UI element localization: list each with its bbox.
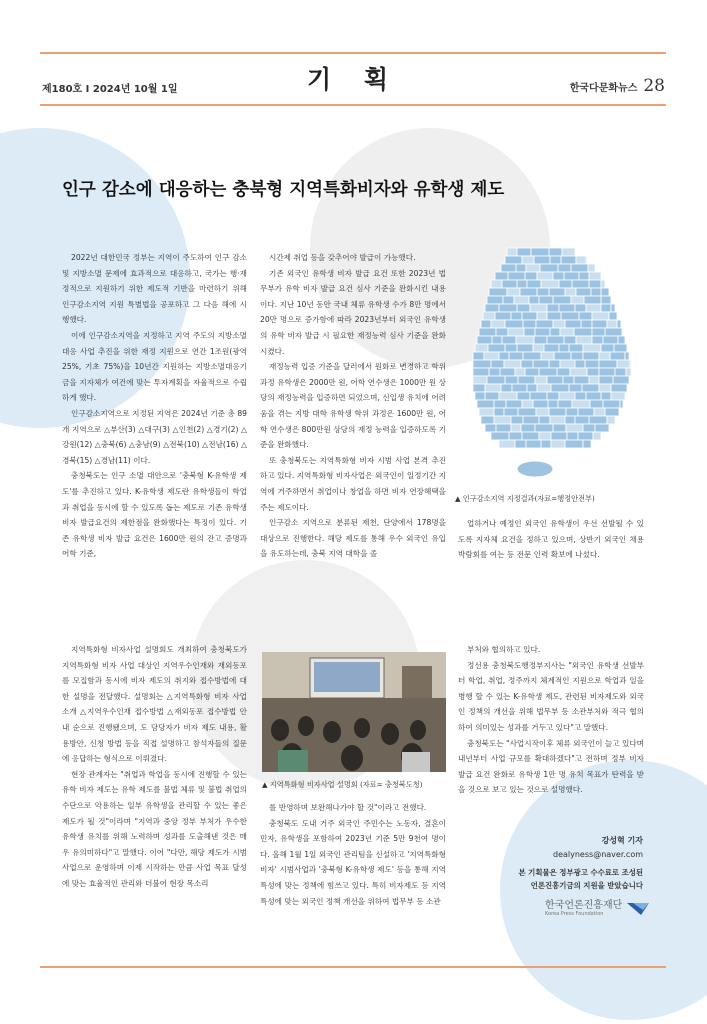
map-district-cell [583, 344, 601, 352]
map-district-cell [593, 432, 601, 440]
map-district-cell [571, 264, 588, 272]
map-district-cell [605, 328, 622, 336]
map-district-cell [505, 256, 522, 264]
logo-name: 한국언론진흥재단 [545, 900, 623, 911]
bottom-rule [40, 966, 666, 968]
map-district-cell [517, 304, 530, 312]
map-district-cell [509, 432, 522, 440]
article-paragraph: 인구감소 지역으로 분류된 제천, 단양에서 178명을 대상으로 진행한다. 해당 제도를 통해 우수 외국인 유입을 유도하는데, 충북 지역 대학을 졸 [260, 518, 446, 559]
map-district-cell [479, 328, 496, 336]
map-district-cell [491, 280, 502, 288]
map-district-cell [611, 304, 615, 312]
article-paragraph: 충청북도는 "사업시작이후 체류 외국인이 늘고 있다며 내년부터 사업 규모를 확대하겠다"고 전하며 정부 비자 발급 요건 완화로 유학생 1만 명 유치 목표가 탄력을 받을 것으로 보고 있는 것으로 설명했다. [458, 738, 644, 795]
map-district-cell [551, 440, 565, 448]
photo-illustration [262, 652, 446, 772]
map-district-cell [576, 256, 586, 264]
map-district-cell [537, 288, 549, 296]
map-district-cell [473, 384, 485, 392]
map-district-cell [520, 288, 537, 296]
publication-info [570, 76, 665, 96]
map-district-cell [489, 368, 500, 376]
map-district-cell [505, 376, 518, 384]
map-district-cell [601, 288, 609, 296]
map-district-cell [583, 440, 591, 448]
map-district-cell [511, 424, 521, 432]
map-district-cell [533, 360, 549, 368]
map-district-cell [550, 328, 560, 336]
map-district-cell [539, 432, 551, 440]
top-rule [40, 52, 666, 54]
map-district-cell [599, 384, 611, 392]
map-district-cell [601, 296, 611, 304]
map-district-cell [551, 384, 569, 392]
map-district-cell [591, 288, 601, 296]
map-district-cell [516, 336, 534, 344]
article-paragraph: 충청북도 도내 거주 외국인 주민수는 노동자, 결혼이민자, 유학생을 포함하여 2023년 기준 5만 9천여 명이다. 올해 1월 1일 외국인 관리팀을 신설하고 '지역특화형 비자' 시범사업과 '충북형 K-유학생 제도' 등을 통해 지역 특성에 맞는 정책에 힘쓰고 있다. 특히 비자제도 등 지역 특성에 맞는 외국인 정책 개선을 위하여 법무부 등 소관 [260, 818, 446, 906]
map-district-cell [561, 312, 579, 320]
map-district-cell [599, 376, 613, 384]
article-paragraph: 현장 관계자는 "취업과 학업을 동시에 진행할 수 있는 유학 비자 제도는 유학 제도를 불법 체류 및 불법 취업의 수단으로 악용하는 일부 유학생을 관리할 수 있는 좋은 제도가 될 것"이라며 "지역과 중앙 정부 부처가 우수한 유학생 유치를 위해 노력하며 성과를 도출해낸 것은 매우 유의미하다"고 말했다. 이어 "다만, 해당 제도가 시범 사업으로 운영하며 이제 시작하는 만큼 사업 목표 달성에 맞는 효율적인 관리와 더불어 현장 목소리 [62, 769, 247, 888]
map-district-cell [499, 304, 517, 312]
map-district-cell [569, 344, 583, 352]
map-district-cell [515, 440, 526, 448]
section-title: 기 획 [306, 65, 400, 94]
article-paragraph: 또 충청북도는 지역특화형 비자 시범 사업 본격 추진하고 있다. 지역특화형 비자사업은 외국인이 일정기간 지역에 거주하면서 취업이나 창업을 하면 비자 연장혜택을 주는 제도이다. [260, 455, 446, 512]
map-district-cell [575, 416, 589, 424]
map-district-cell [504, 360, 521, 368]
map-district-cell [572, 280, 589, 288]
map-district-cell [535, 424, 553, 432]
map-district-cell [540, 264, 558, 272]
article-paragraph: 기존 외국인 유학생 비자 발급 요건 또한 2023년 법무부가 유학 비자 발급 요건 심사 기준을 완화시킨 내용이다. 지난 10년 동안 국내 체류 유학생 수가 8만 명에서 20만 명으로 증가함에 따라 2023년부터 외국인 유학생의 유학 비자 발급 시 필요한 재정능력 심사 기준을 완화 시켰다. [260, 268, 446, 356]
map-district-cell [494, 416, 511, 424]
map-district-cell [547, 312, 561, 320]
map-district-cell [535, 328, 550, 336]
map-district-cell [514, 296, 529, 304]
map-district-cell [559, 344, 569, 352]
map-district-cell [522, 432, 539, 440]
map-district-cell [611, 384, 627, 392]
article-column-6 [458, 642, 644, 798]
map-district-cell [505, 320, 523, 328]
article-paragraph: 이에 인구감소지역을 지정하고 지역 주도의 지방소멸 대응 사업 추진을 위한 재정 지원으로 연간 1조원(광역 25%, 기초 75%)을 10년간 지원하는 지방소멸대응기금을 지자체가 여건에 맞는 투자계획을 자율적으로 수립하게 했다. [62, 330, 247, 403]
map-district-cell [553, 320, 565, 328]
header-rule [40, 104, 666, 106]
map-district-cell [583, 424, 595, 432]
map-district-cell [477, 336, 492, 344]
map-district-cell [544, 344, 559, 352]
logo-mark-icon [627, 901, 649, 917]
map-district-cell [487, 376, 505, 384]
map-district-cell [601, 304, 611, 312]
map-district-cell [576, 288, 591, 296]
map-district-cell [551, 432, 567, 440]
map-district-cell [590, 400, 603, 408]
map-district-cell [506, 400, 522, 408]
map-district-cell [578, 432, 593, 440]
map-district-cell [564, 272, 579, 280]
map-district-cell [601, 280, 605, 288]
map-district-cell [485, 392, 499, 400]
funding-notice [518, 866, 643, 892]
map-district-cell [565, 288, 576, 296]
map-district-cell [494, 400, 506, 408]
map-district-cell [473, 368, 489, 376]
map-district-cell [495, 272, 508, 280]
map-district-cell [484, 352, 499, 360]
map-district-cell [583, 352, 599, 360]
map-district-cell [523, 352, 541, 360]
map-district-cell [589, 272, 601, 280]
map-district-cell [539, 416, 550, 424]
map-district-cell [509, 352, 523, 360]
map-district-cell [522, 256, 534, 264]
map-district-cell [603, 336, 618, 344]
map-district-cell [625, 352, 629, 360]
map-district-cell [501, 384, 512, 392]
map-district-cell [579, 312, 592, 320]
map-district-cell [550, 416, 565, 424]
map-district-cell [554, 352, 571, 360]
map-district-cell [626, 368, 631, 376]
map-district-cell [499, 352, 509, 360]
map-district-cell [547, 304, 559, 312]
page-number: 28 [643, 76, 665, 96]
article-column-3 [458, 516, 644, 563]
map-district-cell [549, 408, 566, 416]
map-district-cell [607, 320, 617, 328]
map-district-cell [491, 432, 509, 440]
map-district-cell [587, 368, 599, 376]
map-district-cell [549, 248, 562, 256]
map-district-cell [553, 424, 566, 432]
map-district-cell [548, 400, 558, 408]
map-district-cell [524, 328, 535, 336]
map-district-cell [614, 344, 627, 352]
map-district-cell [601, 392, 611, 400]
map-district-cell [529, 296, 539, 304]
map-district-cell [511, 312, 522, 320]
map-district-cell [553, 296, 571, 304]
map-district-cell [595, 424, 609, 432]
map-district-cell [539, 296, 553, 304]
publication-name: 한국다문화뉴스 [569, 83, 638, 94]
map-district-cell [536, 320, 553, 328]
map-district-cell [487, 296, 503, 304]
map-district-cell [586, 392, 601, 400]
article-headline: 인구 감소에 대응하는 충북형 지역특화비자와 유학생 제도 [62, 180, 505, 200]
map-district-cell [508, 272, 525, 280]
map-district-cell [589, 416, 607, 424]
map-district-cell [522, 400, 533, 408]
jeju-island-shape [517, 461, 553, 477]
map-district-cell [599, 352, 610, 360]
map-district-cell [609, 312, 617, 320]
map-district-cell [575, 392, 586, 400]
map-district-cell [599, 360, 617, 368]
map-district-cell [599, 368, 615, 376]
article-paragraph: 정선용 충청북도행정부지사는 "외국인 유학생 선발부터 학업, 취업, 정주까지 체계적인 지원으로 학업과 일을 병행 할 수 있는 K-유학생 제도, 관련된 비자제도와 외국인 정책의 개선을 위해 법무부 등 소관부처와 적극 협의하여 의미있는 성과를 거두고 있다"고 말했다. [458, 660, 644, 732]
map-district-cell [473, 352, 484, 360]
map-district-cell [479, 408, 494, 416]
map-district-cell [571, 352, 583, 360]
map-district-cell [605, 408, 619, 416]
map-district-cell [562, 248, 575, 256]
map-district-cell [592, 320, 607, 328]
map-district-cell [527, 384, 537, 392]
map-district-cell [527, 280, 541, 288]
map-district-cell [570, 368, 587, 376]
map-district-cell [550, 256, 561, 264]
map-district-cell [473, 376, 487, 384]
map-district-cell [518, 376, 535, 384]
map-district-cell [507, 288, 520, 296]
map-district-cell [566, 424, 583, 432]
map-district-cell [563, 376, 574, 384]
map-district-cell [571, 296, 584, 304]
map-district-cell [539, 368, 557, 376]
map-district-cell [499, 440, 515, 448]
map-district-cell [560, 328, 574, 336]
reporter-name: 강성혁 기자 [601, 836, 643, 845]
map-district-cell [559, 392, 575, 400]
map-district-cell [582, 384, 599, 392]
article-column-2 [260, 250, 446, 562]
map-district-cell [613, 376, 629, 384]
map-district-cell [494, 408, 504, 416]
map-district-cell [584, 296, 601, 304]
map-district-cell [547, 392, 559, 400]
map-district-cell [620, 400, 623, 408]
map-district-cell [492, 336, 502, 344]
map-district-cell [630, 360, 631, 368]
map-district-cell [525, 368, 539, 376]
map-district-cell [516, 264, 526, 272]
map-district-cell [502, 280, 517, 288]
map-district-cell [536, 408, 549, 416]
map-district-cell [572, 400, 590, 408]
map-district-cell [525, 272, 537, 280]
map-district-cell [504, 408, 518, 416]
map-district-cell [508, 328, 524, 336]
map-district-cell [512, 384, 527, 392]
byline [553, 834, 643, 862]
map-district-cell [473, 360, 491, 368]
map-district-cell [586, 304, 601, 312]
map-district-cell [559, 304, 575, 312]
map-district-cell [576, 336, 592, 344]
map-district-cell [496, 328, 508, 336]
article-paragraph: 부처와 협의하고 있다. [467, 645, 541, 654]
map-district-cell [579, 272, 589, 280]
map-district-cell [530, 392, 547, 400]
article-column-5 [260, 800, 446, 909]
korea-map-figure [455, 244, 643, 484]
map-district-cell [495, 312, 511, 320]
map-district-cell [592, 312, 609, 320]
map-district-cell [617, 360, 630, 368]
map-district-cell [549, 360, 560, 368]
map-district-cell [534, 336, 547, 344]
map-district-cell [622, 328, 623, 336]
article-paragraph: 지역특화형 비자사업 설명회도 개최하여 충청북도가 지역특화형 비자 사업 대상인 지역우수인재와 재외동포를 모집함과 동시에 비자 제도의 취지와 접수방법에 대한 설명을 전달했다. 설명회는 △지역특화형 비자 사업 소개 △지역우수인재 접수방법 △재외동포 접수방법 안내 순으로 진행됐으며, 도 담당자가 비자 제도 내용, 활용방안, 신청 방법 등을 직접 설명하고 참석자들의 질문에 응답하는 형식으로 이뤄졌다. [62, 645, 247, 764]
map-district-cell [499, 392, 517, 400]
map-district-cell [557, 368, 570, 376]
map-district-cell [610, 352, 625, 360]
map-district-cell [475, 392, 485, 400]
map-district-cell [500, 368, 515, 376]
article-paragraph: 시간제 취업 등을 갖추어야 발급이 가능했다. [269, 253, 416, 262]
map-district-cell [517, 248, 531, 256]
map-district-cell [523, 320, 536, 328]
reporter-email: dealyness@naver.com [553, 850, 643, 859]
map-district-cell [533, 400, 548, 408]
map-district-cell [530, 304, 547, 312]
map-district-cell [491, 360, 504, 368]
map-district-cell [477, 400, 494, 408]
article-paragraph: 재정능력 입증 기준을 달러에서 원화로 변경하고 학위 과정 유학생은 2000만 원, 어학 연수생은 1000만 원 상당의 재정능력을 입증하면 되었으며, 신입생 유치에 어려움을 겪는 지방 대학 유학생 학위 과정은 1600만 원, 어학 연수생은 800만원 상당의 재정 능력을 입증하도록 기준을 완화했다. [260, 362, 446, 450]
map-district-cell [588, 264, 595, 272]
map-district-cell [558, 264, 571, 272]
map-district-cell [586, 256, 587, 264]
map-district-cell [566, 408, 578, 416]
map-district-cell [511, 416, 523, 424]
map-district-cell [594, 408, 605, 416]
map-caption: ▲ 인구감소지역 지정결과(자료=행정안전부) [455, 494, 595, 503]
map-district-cell [585, 360, 599, 368]
map-district-cell [481, 416, 494, 424]
issue-info: 제180호 I 2024년 10월 1일 [42, 84, 178, 95]
article-paragraph: 충청북도는 인구 소멸 대안으로 '충북형 K-유학생 제도'를 추진하고 있다. K-유학생 제도란 유학생들이 학업과 취업을 동시에 할 수 있도록 돕는 제도로 기존 유학생 비자 발급요건의 제한점을 완화했다는 특징이 있다. 기존 유학생 비자 발급 요건은 1600만 원의 잔고 증명과 어학 기준, [62, 471, 247, 559]
article-paragraph: 업하거나 예정인 외국인 유학생이 우선 선발될 수 있도록 지자체 요건을 정하고 있으며, 상반기 외국인 채용박람회를 여는 등 전문 인력 확보에 나섰다. [458, 519, 644, 560]
map-district-cell [491, 320, 505, 328]
map-district-cell [581, 320, 592, 328]
map-district-cell [517, 392, 530, 400]
map-district-cell [507, 248, 517, 256]
map-district-cell [485, 424, 496, 432]
article-paragraph: 를 반영하며 보완해나가야 할 것"이라고 전했다. [269, 803, 427, 812]
briefing-session-photo [262, 652, 446, 772]
map-district-cell [560, 360, 575, 368]
map-district-cell [475, 344, 488, 352]
map-district-cell [603, 400, 620, 408]
map-district-cell [564, 336, 576, 344]
map-district-cell [515, 368, 525, 376]
press-foundation-logo [545, 900, 649, 917]
map-district-cell [569, 384, 582, 392]
map-district-cell [575, 360, 585, 368]
map-district-cell [574, 376, 589, 384]
logo-subtitle: Korea Press Foundation [545, 911, 604, 917]
map-district-cell [565, 320, 581, 328]
map-district-cell [505, 344, 517, 352]
article-column-4 [62, 642, 247, 892]
map-district-cell [522, 312, 537, 320]
map-district-cell [541, 352, 554, 360]
map-district-cell [534, 256, 550, 264]
map-district-cell [567, 432, 578, 440]
map-district-cell [592, 336, 603, 344]
map-district-cell [501, 264, 516, 272]
map-district-cell [607, 416, 615, 424]
article-paragraph: 2022년 대한민국 정부는 지역이 주도하여 인구 감소 및 지방소멸 문제에 효과적으로 대응하고, 국가는 행·재정적으로 지원하기 위한 제도적 기반을 마련하기 위해 인구감소지역 지원 특별법을 공포하고 그 다음 해에 시행했다. [62, 253, 247, 325]
map-district-cell [549, 288, 565, 296]
map-district-cell [526, 440, 541, 448]
map-district-cell [502, 336, 516, 344]
map-district-cell [531, 248, 549, 256]
map-district-cell [537, 312, 547, 320]
funding-notice-line-2: 언론진흥기금의 지원을 받았습니다 [530, 881, 643, 890]
map-district-cell [561, 256, 576, 264]
map-district-cell [521, 360, 533, 368]
map-district-cell [618, 336, 625, 344]
map-district-cell [565, 440, 583, 448]
funding-notice-line-1: 본 기획물은 정부광고 수수료로 조성된 [518, 868, 643, 877]
map-district-cell [488, 344, 505, 352]
photo-caption: ▲ 지역특화형 비자사업 설명회 (자료= 충청북도청) [262, 780, 423, 789]
map-district-cell [615, 368, 626, 376]
map-district-cell [535, 376, 547, 384]
map-district-cell [483, 312, 495, 320]
map-district-cell [541, 280, 559, 288]
map-district-cell [517, 280, 527, 288]
map-district-cell [526, 264, 540, 272]
map-district-cell [617, 320, 621, 328]
map-district-cell [547, 376, 563, 384]
map-district-cell [481, 320, 491, 328]
map-district-cell [496, 424, 511, 432]
map-district-cell [533, 344, 544, 352]
map-district-cell [517, 344, 533, 352]
map-district-cell [589, 376, 599, 384]
map-district-cell [521, 424, 535, 432]
article-paragraph: 인구감소지역으로 지정된 지역은 2024년 기준 총 89개 지역으로 △부산(3) △대구(3) △인천(2) △경기(2) △강원(12) △충북(6) △충남(9) △전북(10) △전남(16) △경북(15) △경남(11) 이다. [62, 408, 247, 465]
map-district-cell [592, 328, 605, 336]
map-district-cell [547, 336, 564, 344]
map-district-cell [489, 288, 507, 296]
map-district-cell [553, 272, 564, 280]
map-district-cell [518, 408, 536, 416]
map-district-cell [485, 384, 501, 392]
map-district-cell [558, 400, 572, 408]
map-district-cell [601, 344, 614, 352]
map-district-cell [523, 416, 539, 424]
article-column-1 [62, 250, 247, 562]
map-district-cell [541, 440, 551, 448]
map-district-cell [575, 304, 586, 312]
map-district-cell [559, 280, 572, 288]
map-district-cell [611, 392, 625, 400]
map-district-cell [537, 384, 551, 392]
map-district-cell [589, 280, 601, 288]
map-district-cell [537, 272, 553, 280]
map-district-cell [565, 416, 575, 424]
map-district-cell [578, 408, 594, 416]
map-district-cell [574, 328, 592, 336]
map-district-cell [485, 304, 499, 312]
map-district-cell [503, 296, 514, 304]
